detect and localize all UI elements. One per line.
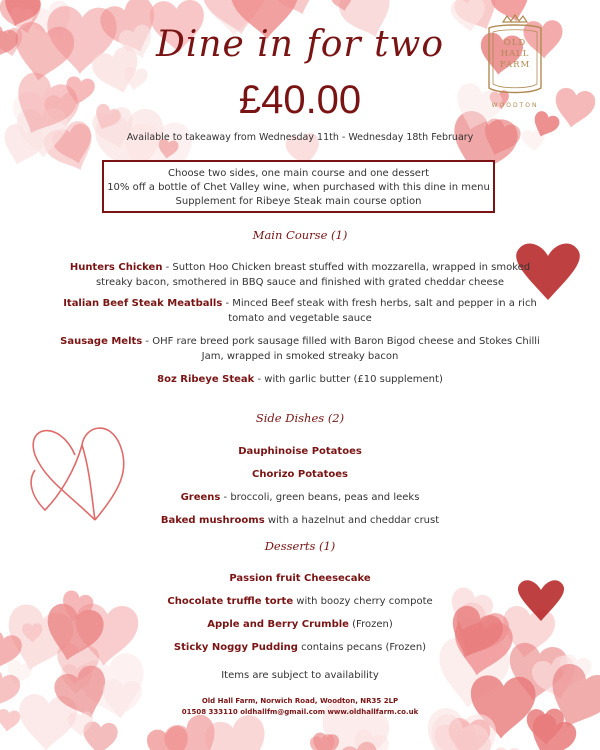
side-dishes-heading: Side Dishes (2) [255, 411, 345, 425]
logo-subtitle: WOODTON [491, 102, 539, 109]
main-course-heading: Main Course (1) [252, 228, 348, 242]
menu-item: Sausage Melts - OHF rare breed pork sausage filled with Baron Bigod cheese and Stokes Chilli Jam, wrapped in smoked streaky bacon [60, 336, 540, 362]
desserts-heading: Desserts (1) [264, 539, 336, 553]
availability-note: Items are subject to availability [221, 670, 379, 681]
info-line: 10% off a bottle of Chet Valley wine, when purchased with this dine in menu [107, 182, 490, 193]
menu-item: Chorizo Potatoes [252, 469, 348, 480]
menu-item: Passion fruit Cheesecake [229, 573, 371, 584]
page-title: Dine in for two [155, 24, 445, 65]
menu-item: Greens - broccoli, green beans, peas and leeks [180, 492, 420, 503]
menu-item: Chocolate truffle torte with boozy cherry compote [167, 596, 433, 607]
footer-contact: 01508 333110 oldhallfm@gmail.com www.oldhallfarm.co.uk [181, 708, 419, 716]
menu-item: Apple and Berry Crumble (Frozen) [207, 619, 393, 630]
menu-item: Italian Beef Steak Meatballs - Minced Beef steak with fresh herbs, salt and pepper in a rich tomato and vegetable sauce [63, 298, 537, 324]
price: £40.00 [238, 78, 362, 122]
logo-text: OLD HALL FARM [499, 38, 531, 70]
menu-item: Sticky Noggy Pudding contains pecans (Frozen) [173, 642, 427, 653]
info-line: Supplement for Ribeye Steak main course option [175, 196, 422, 207]
footer-address: Old Hall Farm, Norwich Road, Woodton, NR35 2LP [201, 697, 399, 705]
info-box [102, 160, 495, 213]
menu-item: Hunters Chicken - Sutton Hoo Chicken breast stuffed with mozzarella, wrapped in smoked streaky bacon, smothered in BBQ sauce and finished with grated cheddar cheese [69, 262, 531, 288]
menu-item: Baked mushrooms with a hazelnut and cheddar crust [160, 515, 440, 526]
menu-item: Dauphinoise Potatoes [238, 446, 362, 457]
menu-item: 8oz Ribeye Steak - with garlic butter (£10 supplement) [157, 374, 443, 385]
availability-text: Available to takeaway from Wednesday 11th - Wednesday 18th February [126, 132, 474, 143]
info-line: Choose two sides, one main course and one dessert [168, 168, 429, 179]
